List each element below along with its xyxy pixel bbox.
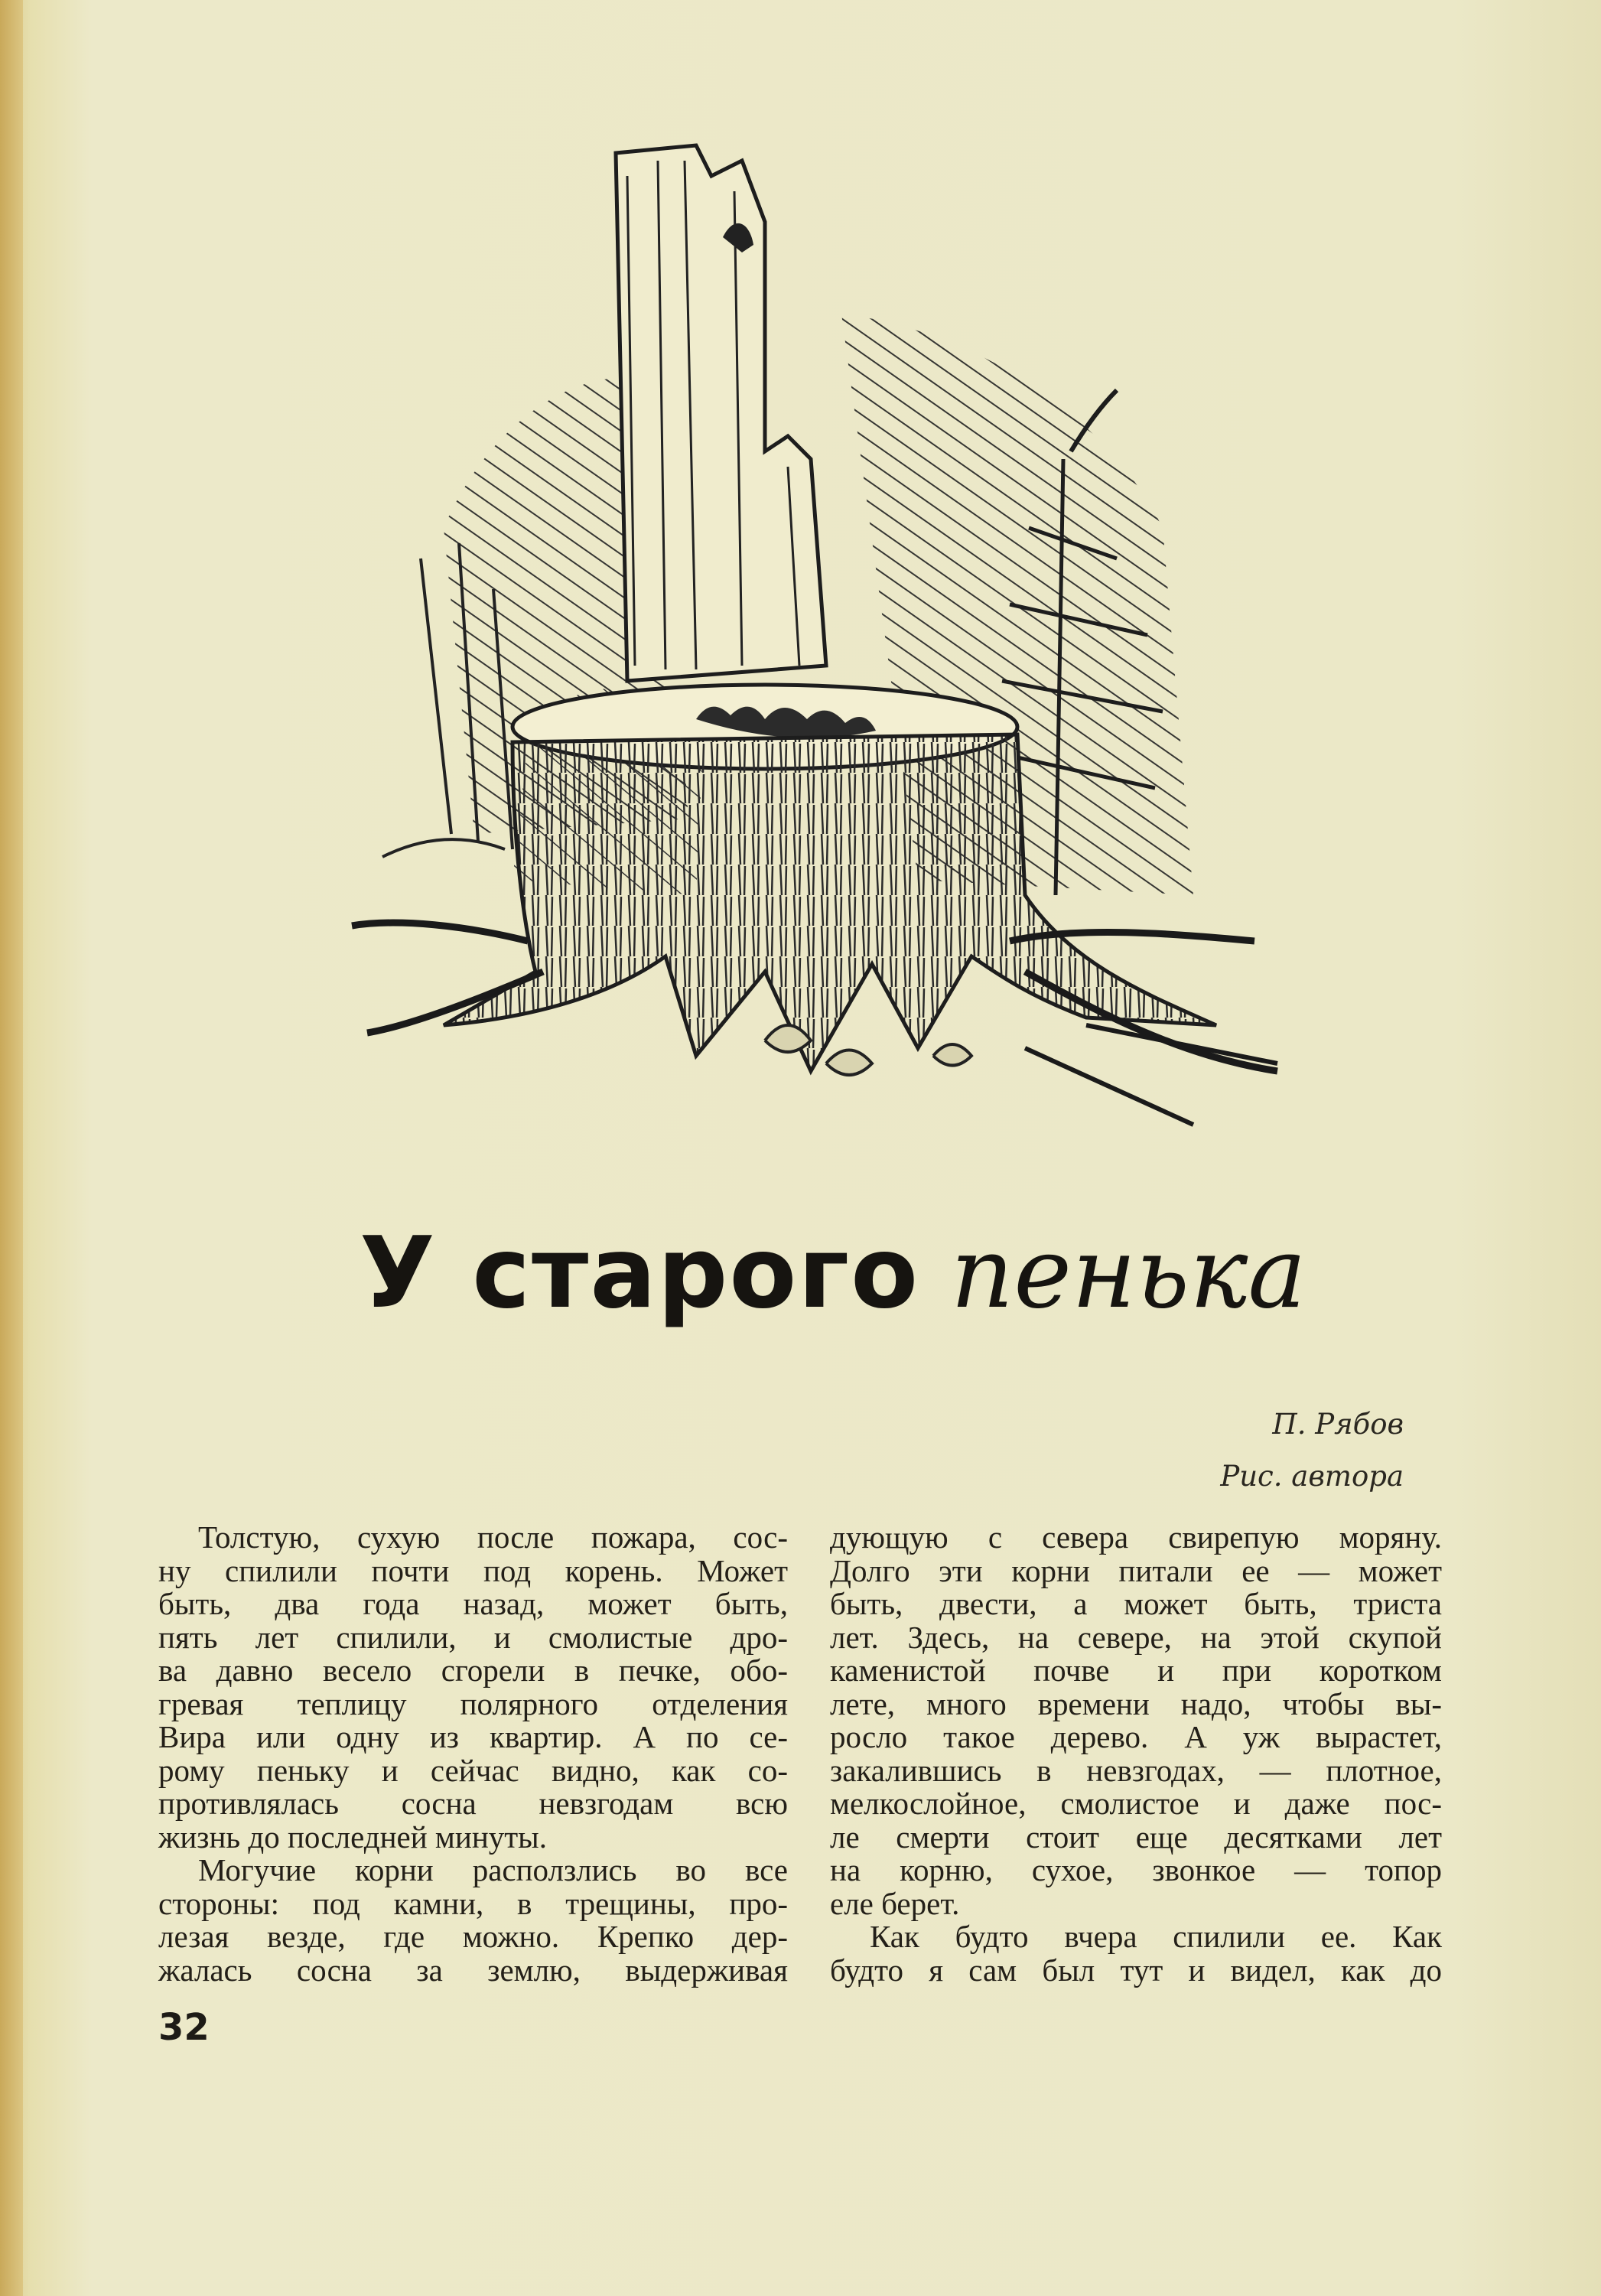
page-spine-edge: [0, 0, 23, 2296]
text-line: закалившись в невзгодах, — плотное,: [830, 1752, 1442, 1788]
text-column-right: [830, 1521, 1442, 1987]
pine-stump-drawing: [337, 130, 1300, 1148]
text-line: Толстую, сухую после пожара, сос-: [198, 1519, 788, 1555]
page-number: 32: [158, 2006, 210, 2049]
text-line: рому пеньку и сейчас видно, как со-: [158, 1752, 788, 1788]
text-line: лет. Здесь, на севере, на этой скупой: [830, 1619, 1442, 1655]
text-line: еле берет.: [830, 1885, 960, 1921]
text-line: мелкослойное, смолистое и даже пос-: [830, 1786, 1442, 1821]
text-line: лезая везде, где можно. Крепко дер-: [158, 1919, 788, 1954]
text-line: Вира или одну из квартир. А по се-: [158, 1719, 788, 1754]
text-line: лете, много времени надо, чтобы вы-: [830, 1685, 1442, 1721]
author-byline: П. Рябов: [1272, 1408, 1404, 1441]
text-line: быть, двести, а может быть, триста: [830, 1586, 1442, 1621]
text-line: Могучие корни расползлись во все: [198, 1852, 788, 1887]
text-line: на корню, сухое, звонкое — топор: [830, 1852, 1442, 1887]
text-line: будто я сам был тут и видел, как до: [830, 1952, 1442, 1988]
text-line: ну спилили почти под корень. Может: [158, 1552, 788, 1588]
text-line: ва давно весело сгорели в печке, обо-: [158, 1653, 788, 1688]
text-line: быть, два года назад, может быть,: [158, 1586, 788, 1621]
article-title-italic: пенька: [950, 1216, 1307, 1330]
text-line: жизнь до последней минуты.: [158, 1819, 547, 1855]
text-line: стороны: под камни, в трещины, про-: [158, 1885, 788, 1921]
text-line: росло такое дерево. А уж вырастет,: [830, 1719, 1442, 1754]
text-line: гревая теплицу полярного отделения: [158, 1685, 788, 1721]
stump-illustration: [337, 130, 1300, 1148]
text-line: пять лет спилили, и смолистые дро-: [158, 1619, 788, 1655]
article-title: [360, 1216, 1307, 1331]
article-title-upright: У старого: [360, 1216, 920, 1330]
text-line: противлялась сосна невзгодам всю: [158, 1786, 788, 1821]
text-line: дующую с севера свирепую моряну.: [830, 1519, 1442, 1555]
text-column-left: [158, 1521, 788, 1987]
text-line: жалась сосна за землю, выдерживая: [158, 1952, 788, 1988]
text-line: каменистой почве и при коротком: [830, 1653, 1442, 1688]
text-line: Как будто вчера спилили ее. Как: [870, 1919, 1442, 1954]
illustration-credit: Рис. автора: [1220, 1460, 1404, 1493]
text-line: Долго эти корни питали ее — может: [830, 1552, 1442, 1588]
text-line: ле смерти стоит еще десятками лет: [830, 1819, 1442, 1855]
